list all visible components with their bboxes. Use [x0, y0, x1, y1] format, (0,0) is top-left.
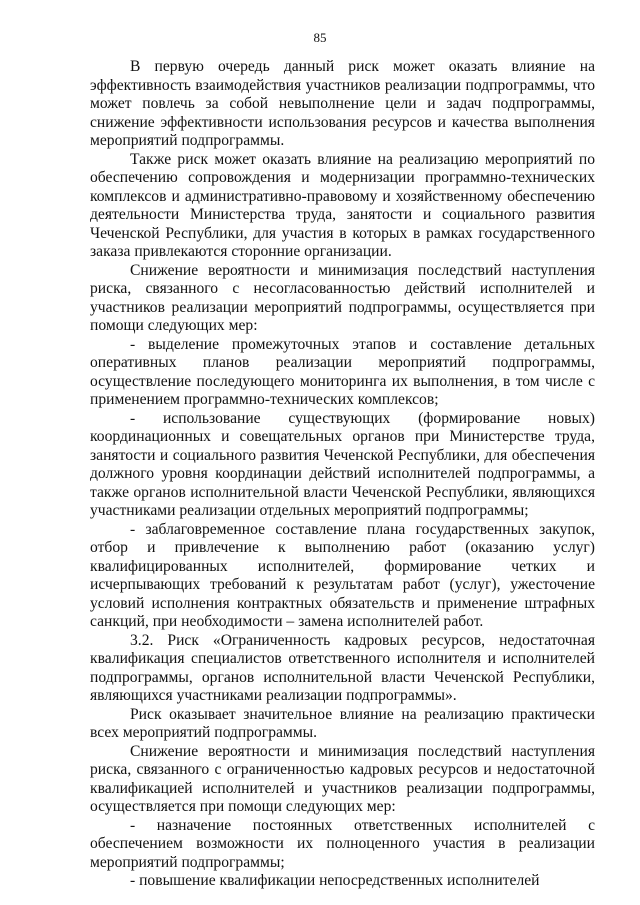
- list-item-coordination-bodies: - использование существующих (формирование новых) координационных и совещательных органов при Министерстве труда, занятости и социального развития Чеченской Республики, для обеспечения должного уровня координации действий исполнителей подпрограммы, а также органов исполнительной власти Чеченской Республики, являющихся участниками реализации отдельных мероприятий подпрограммы;: [90, 409, 595, 519]
- paragraph-risk-effect: В первую очередь данный риск может оказать влияние на эффективность взаимодействия участников реализации подпрограммы, что может повлечь за собой невыполнение цели и задач подпрограммы, снижение эффективности использования ресурсов и качества выполнения мероприятий подпрограммы.: [90, 58, 595, 149]
- paragraph-risk-3-2: 3.2. Риск «Ограниченность кадровых ресурсов, недостаточная квалификация специалистов ответственного исполнителя и исполнителей подпрограммы, органов исполнительной власти Чеченской Республики, являющихся участниками реализации подпрограммы».: [90, 631, 595, 704]
- paragraph-mitigation-intro-2: Снижение вероятности и минимизация последствий наступления риска, связанного с ограниченностью кадровых ресурсов и недостаточной квалификацией исполнителей и участников реализации подпрограммы, осуществляется при помощи следующих мер:: [90, 742, 595, 815]
- document-body: [90, 58, 595, 891]
- page-number: 85: [313, 30, 327, 45]
- paragraph-mitigation-intro: Снижение вероятности и минимизация последствий наступления риска, связанного с несогласованностью действий исполнителей и участников реализации мероприятий подпрограммы, осуществляется при помощи следующих мер:: [90, 261, 595, 334]
- paragraph-risk-influence: Также риск может оказать влияние на реализацию мероприятий по обеспечению сопровождения и модернизации программно-технических комплексов и административно-правовому и хозяйственному обеспечению деятельности Министерства труда, занятости и социального развития Чеченской Республики, для участия в которых в рамках государственного заказа привлекаются сторонние организации.: [90, 150, 595, 260]
- list-item-procurement-plan: - заблаговременное составление плана государственных закупок, отбор и привлечение к выполнению работ (оказанию услуг) квалифицированных исполнителей, формирование четких и исчерпывающих требований к результатам работ (услуг), ужесточение условий исполнения контрактных обязательств и применение штрафных санкций, при необходимости – замена исполнителей работ.: [90, 520, 595, 630]
- list-item-intermediate-stages: - выделение промежуточных этапов и составление детальных оперативных планов реализации мероприятий подпрограммы, осуществление последующего мониторинга их выполнения, в том числе с применением программно-технических комплексов;: [90, 335, 595, 408]
- paragraph-risk-impact: Риск оказывает значительное влияние на реализацию практически всех мероприятий подпрограммы.: [90, 705, 595, 741]
- list-item-permanent-executors: - назначение постоянных ответственных исполнителей с обеспечением возможности их полноценного участия в реализации мероприятий подпрограммы;: [90, 816, 595, 871]
- list-item-qualification: - повышение квалификации непосредственных исполнителей: [130, 872, 540, 889]
